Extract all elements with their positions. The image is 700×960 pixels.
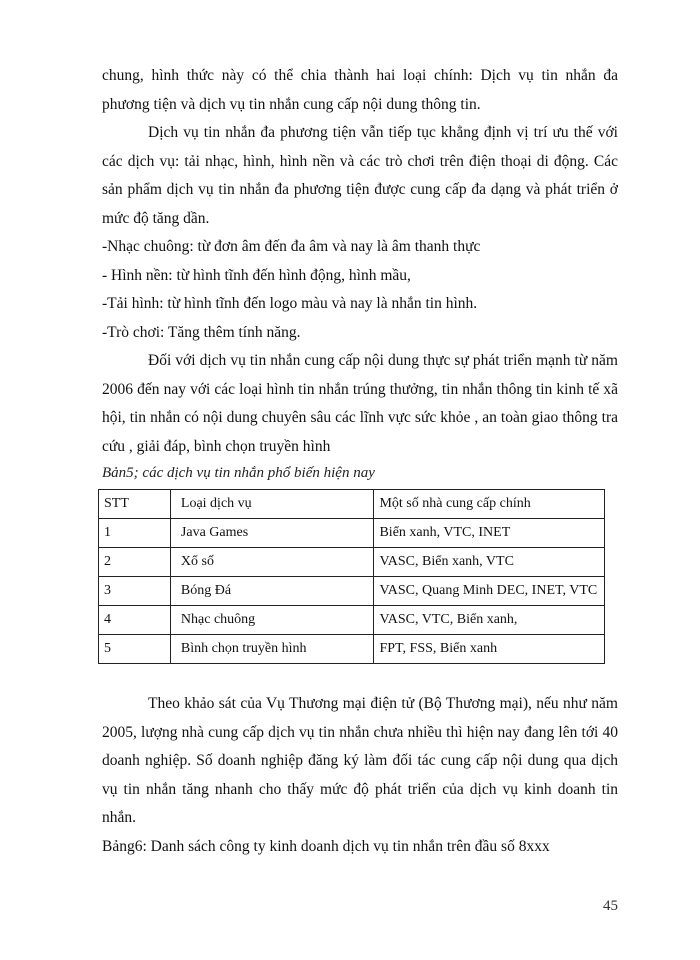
table-header-cell: Loại dịch vụ: [170, 490, 374, 519]
bullet-image-download: -Tải hình: từ hình tĩnh đến logo màu và nay là nhắn tin hình.: [102, 295, 478, 312]
table-cell: Nhạc chuông: [170, 606, 374, 635]
table-cell: 3: [99, 577, 171, 606]
table-cell: 1: [99, 519, 171, 548]
table-cell: 5: [99, 635, 171, 664]
table-cell: VASC, Biển xanh, VTC: [374, 548, 605, 577]
table5-caption: Bản5; các dịch vụ tin nhắn phổ biến hiện nay: [102, 465, 375, 481]
bullet-ringtone: -Nhạc chuông: từ đơn âm đến đa âm và nay là âm thanh thực: [102, 238, 481, 255]
paragraph-content-services: Đối với dịch vụ tin nhắn cung cấp nội dung thực sự phát triển mạnh từ năm 2006 đến nay với các loại hình tin nhắn trúng thưởng, tin nhắn thông tin kinh tế xã hội, tin nhắn có nội dung chuyên sâu các lĩnh vực sức khỏe , an toàn giao thông tra cứu , giải đáp, bình chọn truyền hình: [102, 352, 618, 455]
table-cell: 4: [99, 606, 171, 635]
table-cell: VASC, VTC, Biển xanh,: [374, 606, 605, 635]
paragraph-multimedia: Dịch vụ tin nhắn đa phương tiện vẫn tiếp tục khẳng định vị trí ưu thế với các dịch vụ: tải nhạc, hình, hình nền và các trò chơi trên điện thoại di động. Các sản phẩm dịch vụ tin nhắn đa phương tiện được cung cấp đa dạng và phát triển ở mức độ tăng dần.: [102, 124, 618, 227]
table6-label: Bảng6: Danh sách công ty kinh doanh dịch vụ tin nhắn trên đầu số 8xxx: [102, 837, 550, 855]
table-row: [99, 519, 605, 548]
table-row: [99, 606, 605, 635]
table-header-cell: Một số nhà cung cấp chính: [374, 490, 605, 519]
paragraph-intro-line1: chung, hình thức này có thể chia thành hai loại chính: Dịch vụ tin nhắn đa: [102, 67, 618, 84]
page-number: 45: [603, 898, 618, 914]
table-row: [99, 548, 605, 577]
table-header-cell: STT: [99, 490, 171, 519]
table-cell: 2: [99, 548, 171, 577]
table-cell: Bình chọn truyền hình: [170, 635, 374, 664]
table-row: [99, 577, 605, 606]
table-cell: Xổ số: [170, 548, 374, 577]
table-cell: Bóng Đá: [170, 577, 374, 606]
bullet-games: -Trò chơi: Tăng thêm tính năng.: [102, 323, 301, 341]
paragraph-survey: Theo khảo sát của Vụ Thương mại điện tử (Bộ Thương mại), nếu như năm 2005, lượng nhà cung cấp dịch vụ tin nhắn chưa nhiều thì hiện nay đang lên tới 40 doanh nghiệp. Số doanh nghiệp đăng ký làm đối tác cung cấp nội dung qua dịch vụ tin nhắn tăng nhanh cho thấy mức độ phát triển của dịch vụ kinh doanh tin nhắn.: [102, 695, 618, 826]
table-cell: VASC, Quang Minh DEC, INET, VTC: [374, 577, 605, 606]
table-cell: FPT, FSS, Biển xanh: [374, 635, 605, 664]
services-table: [98, 489, 605, 664]
paragraph-intro-line2: phương tiện và dịch vụ tin nhắn cung cấp nội dung thông tin.: [102, 95, 481, 113]
table-row: [99, 635, 605, 664]
table-cell: Biển xanh, VTC, INET: [374, 519, 605, 548]
document-page: [102, 62, 618, 861]
bullet-wallpaper: - Hình nền: từ hình tĩnh đến hình động, hình mầu,: [102, 266, 411, 284]
table-header-row: [99, 490, 605, 519]
table-cell: Java Games: [170, 519, 374, 548]
